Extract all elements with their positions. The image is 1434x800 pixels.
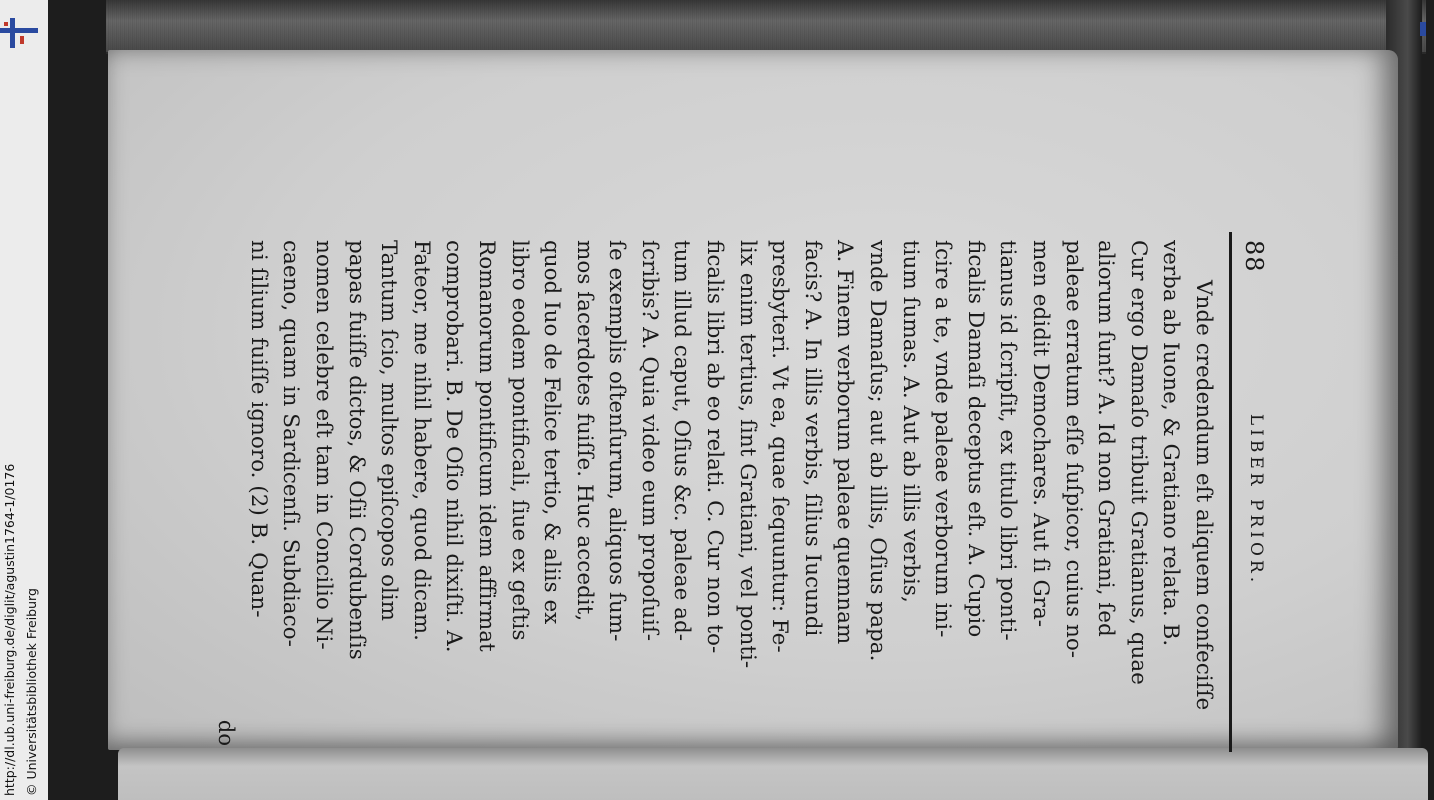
running-head: LIBER PRIOR. (1246, 413, 1266, 587)
copyright-notice: © Universitätsbibliothek Freiburg (24, 588, 39, 796)
catchword: do (214, 719, 239, 746)
text-line: libro eodem pontificali, ſiue ex geſtis (506, 240, 532, 641)
header-rule (1229, 232, 1232, 752)
page-text-block (211, 240, 1268, 760)
text-line: ſcire a te, vnde paleae verborum ini- (930, 240, 956, 638)
text-line: men edidit Demochares. Aut ſi Gra- (1028, 240, 1054, 628)
text-line: caeno, quam in Sardicenſi. Subdiaco- (278, 240, 304, 647)
page-header (1238, 240, 1268, 760)
right-edge-marker (1420, 22, 1426, 36)
text-line: Romanorum pontificum idem affirmat (473, 240, 499, 652)
text-line: Fateor, me nihil habere, quod dicam. (408, 240, 434, 641)
text-line: presbyteri. Vt ea, quae ſequuntur: Fe- (767, 240, 793, 653)
text-line: lix enim tertius, ſint Gratiani, vel ponti- (734, 240, 760, 669)
left-sidebar (0, 0, 48, 800)
text-line: A. Finem verborum paleae quemnam (832, 240, 858, 645)
text-line: quod Iuo de Felice tertio, & aliis ex (539, 240, 565, 625)
text-line: tum illud caput, Oſius &c. paleae ad- (669, 240, 695, 641)
text-line: mos ſacerdotes fuiſſe. Huc accedit, (571, 240, 597, 622)
text-line: comprobari. B. De Oſio nihil dixiſti. A. (441, 240, 467, 653)
text-line: paleae erratum eſſe ſuſpicor, cuius no- (1060, 240, 1086, 659)
text-line: ficalis libri ab eo relati. C. Cur non to- (702, 240, 728, 654)
page-number: 88 (1240, 240, 1268, 273)
text-line: aliorum ſunt? A. Id non Gratiani, ſed (1093, 240, 1119, 637)
book-page-edges (106, 0, 1426, 54)
text-line: ni ſilium fuiſſe ignoro. (2) B. Quan- (245, 240, 271, 618)
text-line: tianus id ſcripſit, ex titulo libri ponti- (995, 240, 1021, 641)
text-line: Cur ergo Damaſo tribuit Gratianus, quae (1125, 240, 1151, 685)
text-line: tium ſumas. A. Aut ab illis verbis, (897, 240, 923, 603)
text-line: facis? A. In illis verbis, ſilius Iucundi (799, 240, 825, 637)
text-line: Tantum ſcio, multos epiſcopos olim (376, 240, 402, 622)
text-line: verba ab Iuone, & Gratiano relata. B. (1158, 240, 1184, 647)
text-line: papas fuiſſe dictos, & Oſii Cordubenſis (343, 240, 369, 660)
image-url-link[interactable]: http://dl.ub.uni-freiburg.de/diglit/agustin1764-1/0176 (2, 463, 17, 796)
text-line: ſcribis? A. Quia video eum propoſuiſ- (636, 240, 662, 642)
text-line: ficalis Damaſi deceptus eſt. A. Cupio (962, 240, 988, 638)
text-line: Vnde credendum eſt aliquem confeciſſe (1191, 280, 1216, 711)
text-line: vnde Damaſus; aut ab illis, Oſius papa. (865, 240, 891, 662)
text-line: nomen celebre eſt tam in Concilio Ni- (310, 240, 336, 650)
copyright-strip (0, 0, 48, 800)
text-line: ſe exemplis oſtenſurum, aliquos ſum- (604, 240, 630, 642)
